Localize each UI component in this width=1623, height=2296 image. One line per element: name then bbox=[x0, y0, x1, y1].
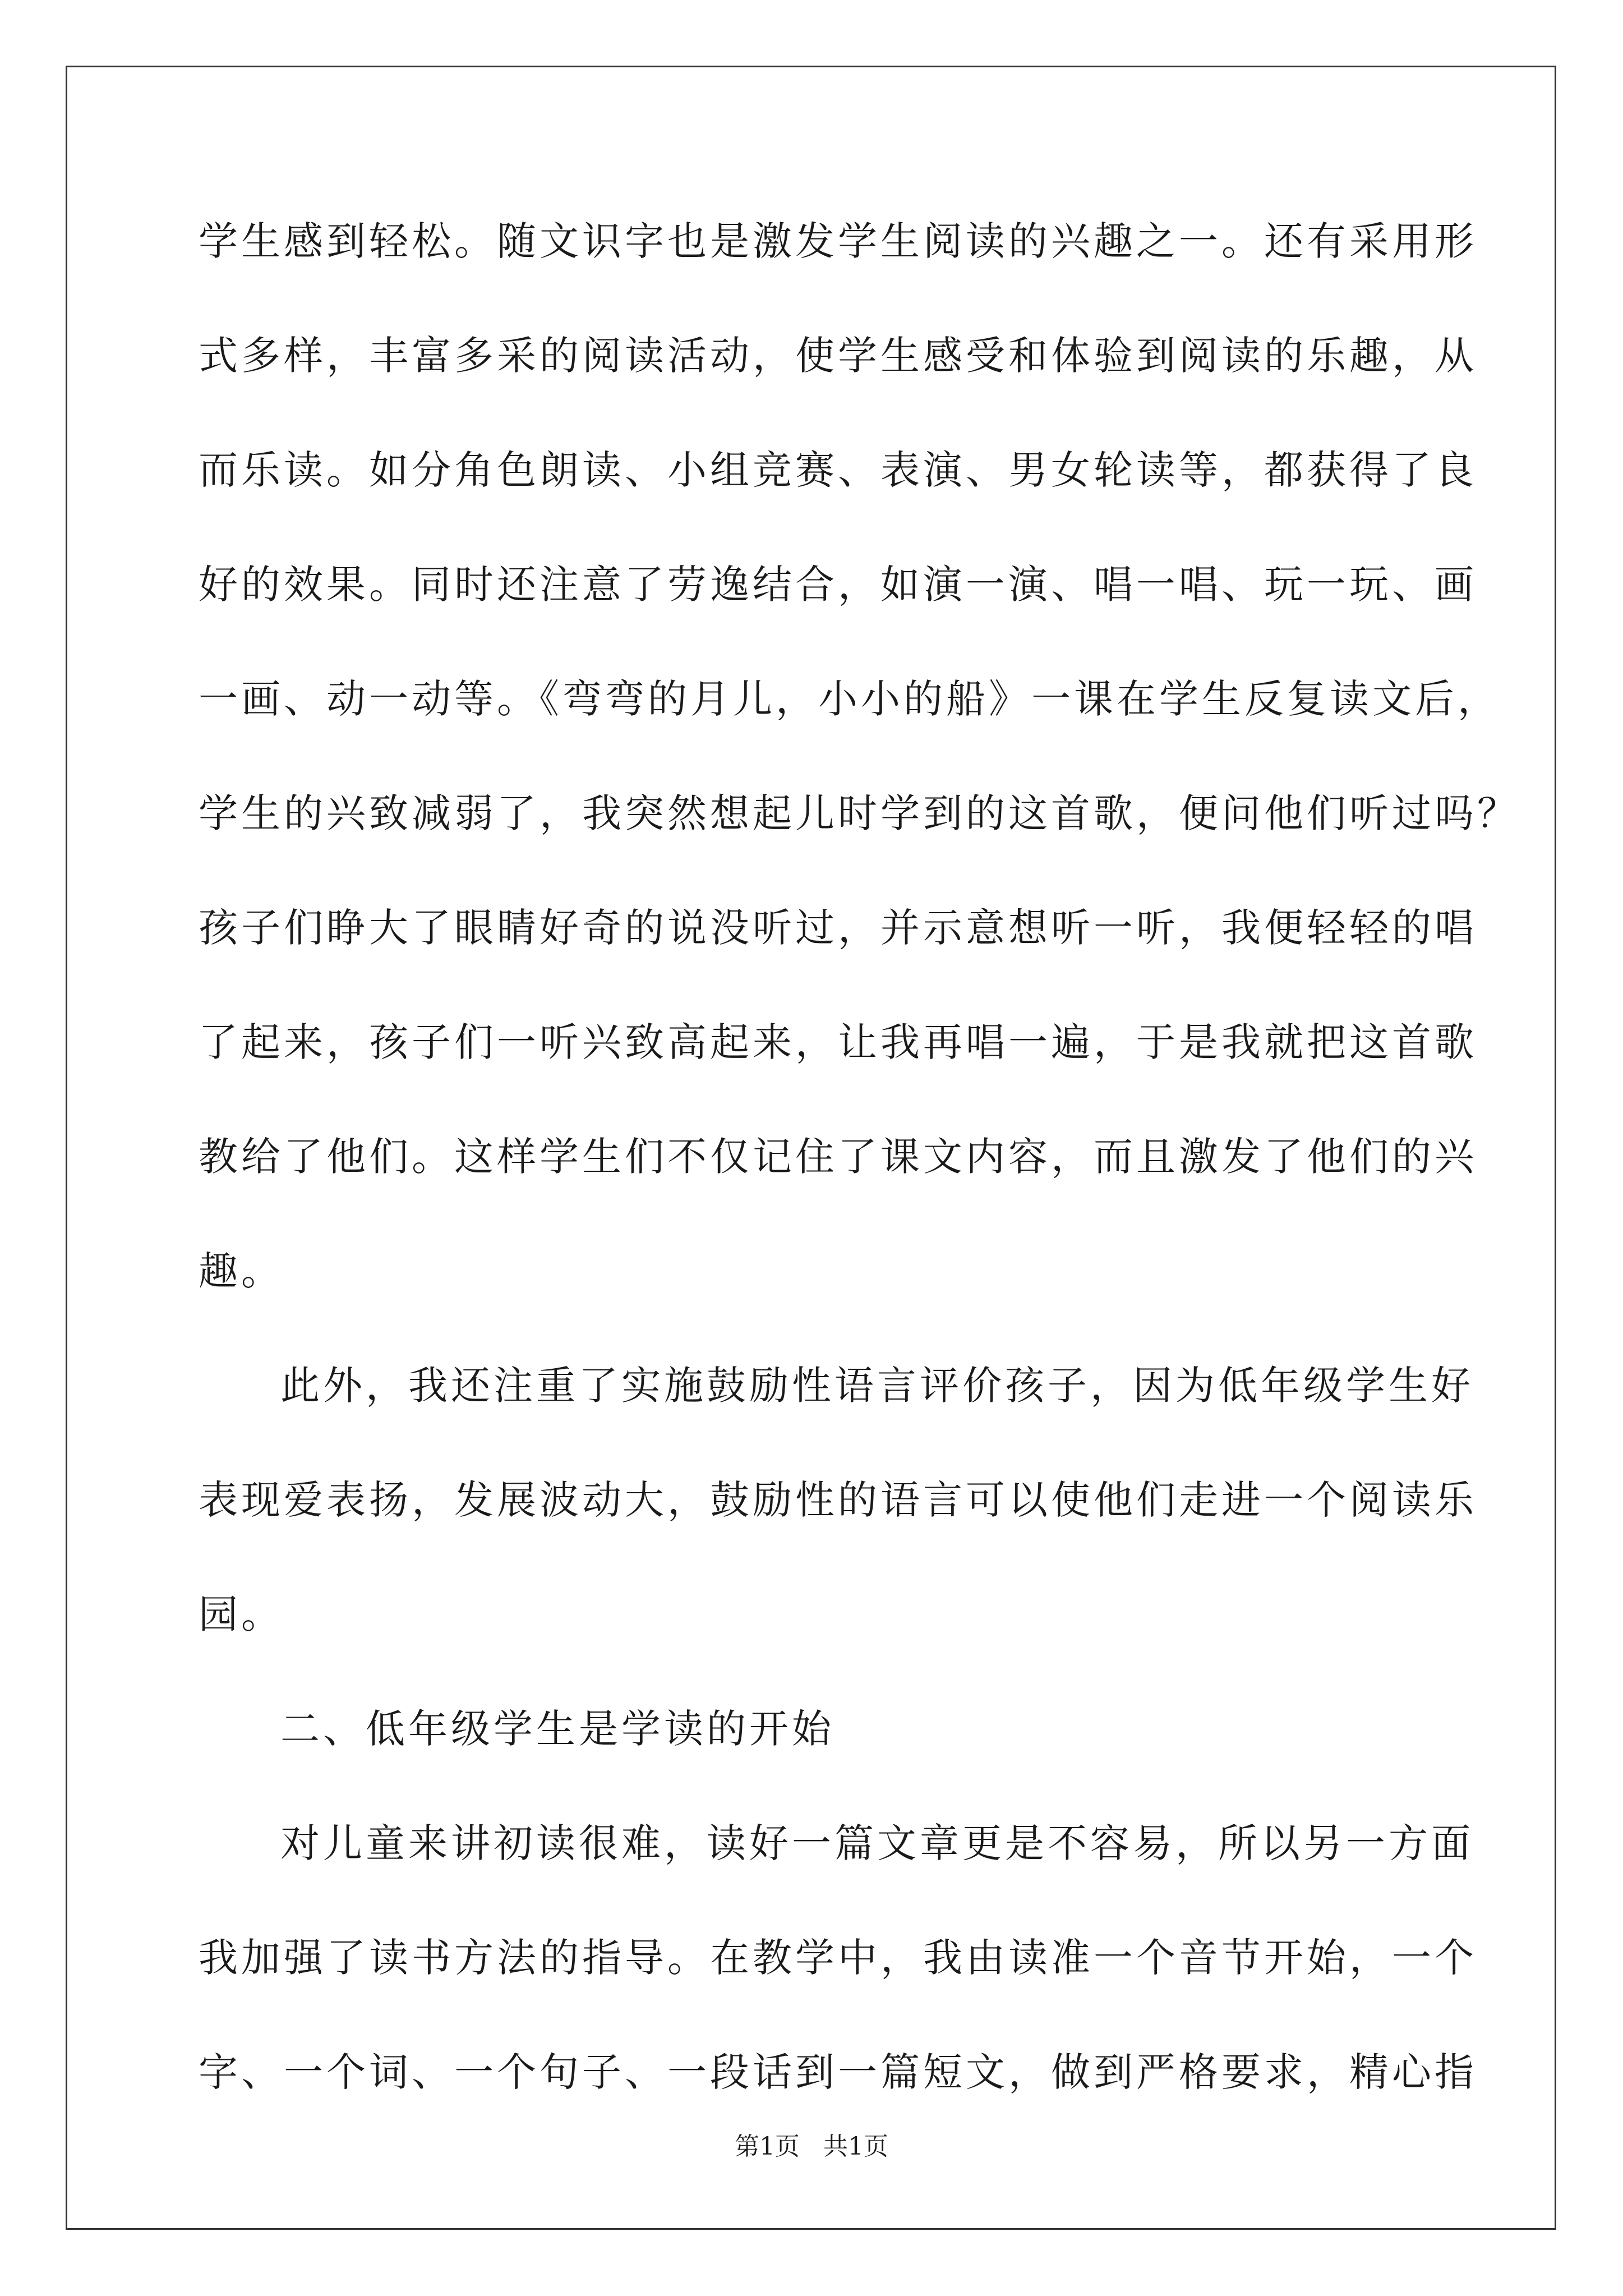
body-line: 好的效果。同时还注意了劳逸结合，如演一演、唱一唱、玩一玩、画 bbox=[199, 562, 1477, 608]
page-number: 第1页 bbox=[735, 2132, 800, 2161]
body-line: 了起来，孩子们一听兴致高起来，让我再唱一遍，于是我就把这首歌 bbox=[199, 1019, 1477, 1065]
body-line: 式多样，丰富多采的阅读活动，使学生感受和体验到阅读的乐趣，从 bbox=[199, 333, 1477, 379]
body-line: 趣。 bbox=[199, 1248, 284, 1294]
body-line: 学生感到轻松。随文识字也是激发学生阅读的兴趣之一。还有采用形 bbox=[199, 218, 1477, 264]
body-line: 字、一个词、一个句子、一段话到一篇短文，做到严格要求，精心指 bbox=[199, 2049, 1477, 2095]
body-line: 表现爱表扬，发展波动大，鼓励性的语言可以使他们走进一个阅读乐 bbox=[199, 1477, 1477, 1523]
section-heading: 二、低年级学生是学读的开始 bbox=[280, 1706, 834, 1752]
body-line: 对儿童来讲初读很难，读好一篇文章更是不容易，所以另一方面 bbox=[280, 1820, 1474, 1866]
page-count: 共1页 bbox=[823, 2132, 888, 2161]
body-line: 学生的兴致减弱了，我突然想起儿时学到的这首歌，便问他们听过吗？ bbox=[199, 790, 1520, 836]
body-line: 我加强了读书方法的指导。在教学中，我由读准一个音节开始，一个 bbox=[199, 1935, 1477, 1981]
body-line: 园。 bbox=[199, 1591, 284, 1637]
body-line: 孩子们睁大了眼睛好奇的说没听过，并示意想听一听，我便轻轻的唱 bbox=[199, 905, 1477, 951]
body-line: 一画、动一动等。《弯弯的月儿，小小的船》一课在学生反复读文后， bbox=[199, 676, 1500, 722]
body-line: 而乐读。如分角色朗读、小组竞赛、表演、男女轮读等，都获得了良 bbox=[199, 447, 1477, 493]
page-footer bbox=[0, 2134, 1623, 2159]
body-line: 教给了他们。这样学生们不仅记住了课文内容，而且激发了他们的兴 bbox=[199, 1134, 1477, 1180]
body-line: 此外，我还注重了实施鼓励性语言评价孩子，因为低年级学生好 bbox=[280, 1363, 1474, 1409]
